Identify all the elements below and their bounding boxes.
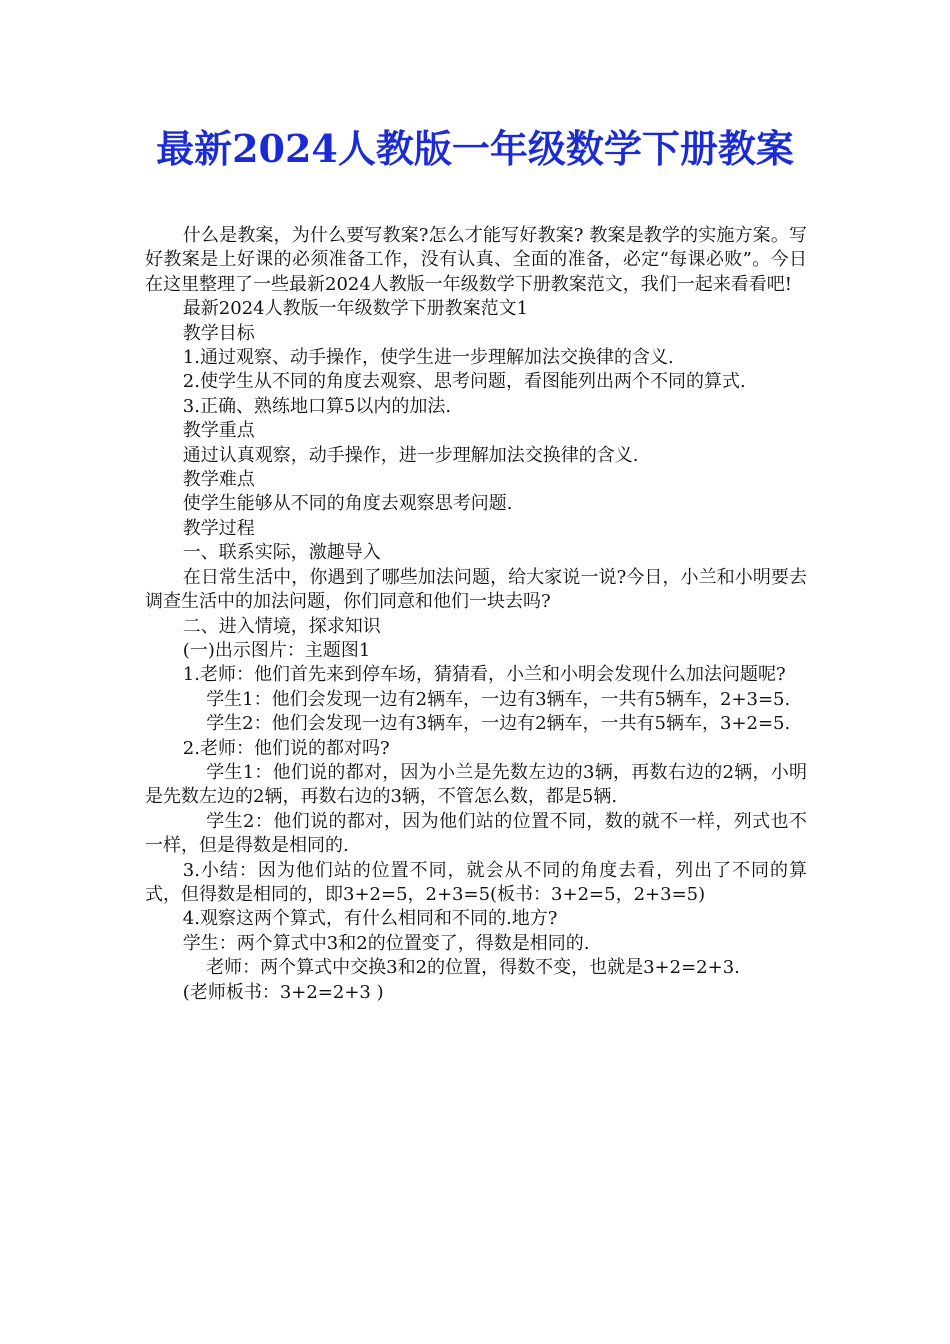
paragraph: 学生1：他们说的都对，因为小兰是先数左边的3辆，再数右边的2辆，小明是先数左边的2辆，再数右边的3辆，不管怎么数，都是5辆. (145, 761, 807, 808)
paragraph: 通过认真观察，动手操作，进一步理解加法交换律的含义. (182, 444, 639, 466)
subheading: 教学重点 (182, 420, 255, 442)
paragraph: 学生1：他们会发现一边有2辆车，一边有3辆车，一共有5辆车，2+3=5. (206, 688, 791, 710)
paragraph: 学生2：他们说的都对，因为他们站的位置不同，数的就不一样，列式也不一样，但是得数是相同的. (145, 810, 807, 857)
intro-paragraph: 什么是教案，为什么要写教案?怎么才能写好教案? 教案是教学的实施方案。写好教案是上好课的必须准备工作，没有认真、全面的准备，必定“每课必败”。今日在这里整理了一些最新2024人教版一年级数学下册教案范文，我们一起来看看吧! (145, 225, 807, 295)
paragraph: 4.观察这两个算式，有什么相同和不同的.地方? (182, 908, 558, 930)
paragraph: (一)出示图片：主题图1 (182, 639, 371, 661)
paragraph: 1.通过观察、动手操作，使学生进一步理解加法交换律的含义. (182, 347, 674, 369)
paragraph: 学生2：他们会发现一边有3辆车，一边有2辆车，一共有5辆车，3+2=5. (206, 713, 791, 735)
paragraph: 老师：两个算式中交换3和2的位置，得数不变，也就是3+2=2+3. (206, 957, 740, 979)
document-body (145, 224, 807, 1005)
paragraph: 使学生能够从不同的角度去观察思考问题. (182, 493, 513, 515)
paragraph: (老师板书：3+2=2+3 ) (182, 981, 384, 1003)
paragraph: 在日常生活中，你遇到了哪些加法问题，给大家说一说?今日，小兰和小明要去调查生活中的加法问题，你们同意和他们一块去吗? (145, 566, 807, 613)
paragraph: 3.正确、熟练地口算5以内的加法. (182, 395, 452, 417)
paragraph: 学生：两个算式中3和2的位置变了，得数是相同的. (182, 932, 590, 954)
paragraph: 一、联系实际，激趣导入 (182, 542, 381, 564)
section-heading: 最新2024人教版一年级数学下册教案范文1 (182, 298, 529, 320)
subheading: 教学难点 (182, 469, 255, 491)
subheading: 教学目标 (182, 322, 255, 344)
subheading: 教学过程 (182, 517, 255, 539)
paragraph: 1.老师：他们首先来到停车场，猜猜看，小兰和小明会发现什么加法问题呢? (182, 664, 786, 686)
document-title: 最新2024人教版一年级数学下册教案 (156, 126, 794, 171)
paragraph: 2.使学生从不同的角度去观察、思考问题，看图能列出两个不同的算式. (182, 371, 746, 393)
paragraph: 3.小结：因为他们站的位置不同，就会从不同的角度去看，列出了不同的算式，但得数是相同的，即3+2=5，2+3=5(板书：3+2=5，2+3=5) (145, 859, 807, 905)
paragraph: 2.老师：他们说的都对吗? (182, 737, 390, 759)
paragraph: 二、进入情境，探求知识 (182, 615, 381, 637)
